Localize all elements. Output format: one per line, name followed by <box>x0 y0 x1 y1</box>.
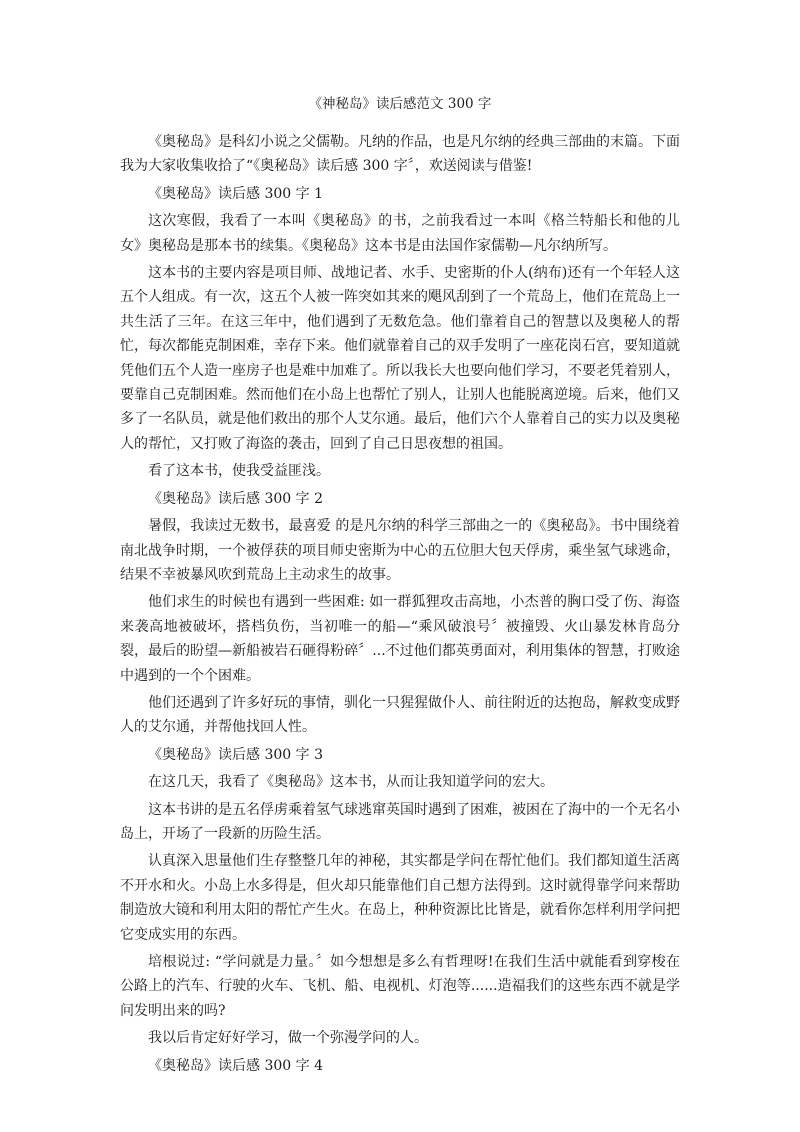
paragraph: 培根说过: “学问就是力量。〞如今想想是多么有哲理呀!在我们生活中就能看到穿梭在公路上的汽车、行驶的火车、飞机、船、电视机、灯泡等......造福我们的这些东西不就是学问发明出来的吗? <box>120 954 680 1019</box>
paragraph: 《奥秘岛》是科幻小说之父儒勒。凡纳的作品，也是凡尔纳的经典三部曲的末篇。下面我为大家收集收拾了“《奥秘岛》读后感 300 字〞，欢送阅读与借鉴! <box>120 134 680 175</box>
paragraph: 这次寒假，我看了一本叫《奥秘岛》的书，之前我看过一本叫《格兰特船长和他的儿女》奥秘岛是那本书的续集。《奥秘岛》这本书是由法国作家儒勒—凡尔纳所写。 <box>120 213 680 254</box>
paragraph: 这本书的主要内容是项目师、战地记者、水手、史密斯的仆人(纳布)还有一个年轻人这五个人组成。有一次，这五个人被一阵突如其来的飓风刮到了一个荒岛上，他们在荒岛上一共生活了三年。在这三年中，他们遇到了无数危急。他们靠着自己的智慧以及奥秘人的帮忙，每次都能克制困难，幸存下来。他们就靠着自己的双手发明了一座花岗石宫，要知道就凭他们五个人造一座房子也是难中加难了。所以我长大也要向他们学习，不要老凭着别人，要靠自己克制困难。然而他们在小岛上也帮忙了别人，让别人也能脱离逆境。后来，他们又多了一名队员，就是他们救出的那个人艾尔通。最后，他们六个人靠着自己的实力以及奥秘人的帮忙，又打败了海盗的袭击，回到了自己日思夜想的祖国。 <box>120 265 680 452</box>
document-title: 《神秘岛》读后感范文 300 字 <box>308 96 492 112</box>
section-heading: 《奥秘岛》读后感 300 字 1 <box>148 185 323 202</box>
document-page <box>120 92 680 1081</box>
paragraph: 这本书讲的是五名俘虏乘着氢气球逃窜英国时遇到了困难，被困在了海中的一个无名小岛上，开场了一段新的历险生活。 <box>120 801 680 842</box>
paragraph: 暑假，我读过无数书，最喜爱 的是凡尔纳的科学三部曲之一的《奥秘岛》。书中围绕着南北战争时期，一个被俘获的项目师史密斯为中心的五位胆大包天俘虏，乘坐氢气球逃命，结果不幸被暴风吹到荒岛上主动求生的故事。 <box>120 518 680 583</box>
paragraph: 他们还遇到了许多好玩的事情，驯化一只猩猩做仆人、前往附近的达抱岛，解救变成野人的艾尔通，并帮他找回人性。 <box>120 694 680 736</box>
section-heading: 《奥秘岛》读后感 300 字 4 <box>148 1057 323 1074</box>
document-body <box>120 130 680 1078</box>
paragraph: 认真深入思量他们生存整整几年的神秘，其实都是学问在帮忙他们。我们都知道生活离不开水和火。小岛上水多得是，但火却只能靠他们自己想方法得到。这时就得靠学问来帮助制造放大镜和利用太阳的帮忙产生火。在岛上，种种资源比比皆是，就看你怎样利用学问把它变成实用的东西。 <box>120 853 680 943</box>
paragraph: 他们求生的时候也有遇到一些困难: 如一群狐狸攻击高地，小杰普的胸口受了伤、海盗来袭高地被破坏，搭档负伤，当初唯一的船—“乘风破浪号〞被撞毁、火山暴发林肯岛分裂，最后的盼望—新船被岩石砸得粉碎〞...不过他们都英勇面对，利用集体的智慧，打败途中遇到的一个个困难。 <box>120 594 680 684</box>
section-heading: 《奥秘岛》读后感 300 字 3 <box>148 746 323 763</box>
section-heading: 《奥秘岛》读后感 300 字 2 <box>148 490 323 507</box>
paragraph: 我以后肯定好好学习，做一个弥漫学问的人。 <box>148 1030 428 1047</box>
paragraph: 在这几天，我看了《奥秘岛》这本书，从而让我知道学问的宏大。 <box>148 774 554 791</box>
paragraph: 看了这本书，使我受益匪浅。 <box>148 463 330 480</box>
